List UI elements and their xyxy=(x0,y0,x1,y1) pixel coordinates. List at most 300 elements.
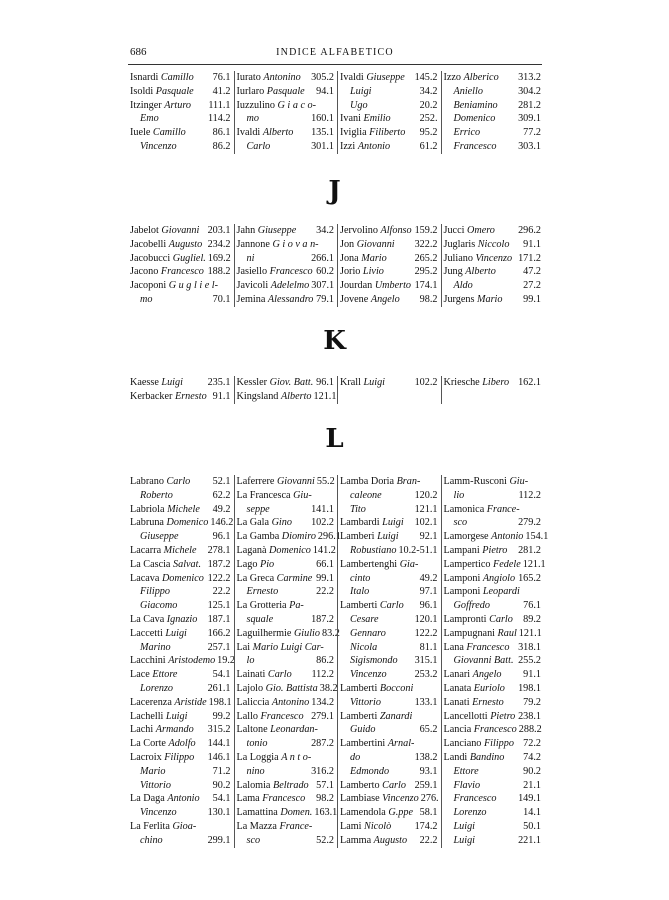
entry-surname: La Loggia xyxy=(236,751,279,763)
entry-surname: Jannone xyxy=(236,238,270,250)
index-entry xyxy=(340,806,438,820)
entry-page-ref: 49.2 xyxy=(419,572,438,584)
entry-given-name: Giovanni xyxy=(356,238,395,250)
entry-given-name: Filippo xyxy=(483,738,514,750)
entry-name xyxy=(340,224,412,238)
index-entry xyxy=(444,792,542,806)
entry-given-name: Nicola xyxy=(350,641,378,653)
index-entry xyxy=(130,558,231,572)
index-entry xyxy=(444,710,542,724)
entry-given-name: Bran- xyxy=(396,476,421,487)
entry-page-ref: 281.2 xyxy=(518,544,541,556)
index-entry xyxy=(130,585,231,599)
index-column xyxy=(234,224,338,307)
entry-page-ref: 166.2 xyxy=(207,627,231,639)
entry-name xyxy=(130,224,199,238)
entry-page-ref: 145.2 xyxy=(414,72,438,83)
entry-page-ref: 322.2 xyxy=(414,238,438,250)
entry-page-ref: 154.1 xyxy=(525,531,549,543)
entry-name xyxy=(130,293,152,307)
index-entry xyxy=(444,820,542,834)
entry-page-ref xyxy=(229,820,231,834)
entry-name xyxy=(130,475,190,489)
entry-given-name: Mario xyxy=(361,252,387,264)
entry-name xyxy=(237,85,305,99)
entry-surname: Laltone xyxy=(236,724,268,736)
entry-surname: Lana xyxy=(443,641,464,653)
entry-surname: La Corte xyxy=(130,738,166,750)
index-column xyxy=(441,376,545,404)
entry-surname: Jurgens xyxy=(443,293,475,305)
index-entry xyxy=(340,737,438,751)
entry-given-name: Mario xyxy=(140,765,166,777)
entry-page-ref: 238.1 xyxy=(518,710,541,722)
entry-name xyxy=(340,654,398,668)
entry-given-name: Ernesto xyxy=(246,586,279,598)
entry-page-ref: 86.2 xyxy=(212,140,231,152)
index-entry xyxy=(340,516,438,530)
entry-given-name: Giovanni xyxy=(276,476,315,487)
index-entry xyxy=(444,641,542,655)
entry-page-ref: 188.2 xyxy=(207,266,231,278)
entry-surname: Iuele xyxy=(130,127,151,139)
entry-surname: Lamberti xyxy=(340,710,378,722)
entry-page-ref: 187.2 xyxy=(311,613,334,625)
entry-given-name: Adolfo xyxy=(168,738,196,750)
entry-name xyxy=(340,834,407,848)
entry-name xyxy=(130,751,194,765)
index-entry xyxy=(340,85,438,99)
entry-name xyxy=(237,516,292,530)
entry-page-ref: 187.2 xyxy=(207,558,231,570)
entry-surname: Lanata xyxy=(443,682,472,694)
index-entry xyxy=(444,585,542,599)
entry-surname: Jemina xyxy=(236,293,266,305)
entry-given-name: Aristide xyxy=(174,696,207,708)
entry-surname: Lami xyxy=(340,820,362,832)
index-entry xyxy=(130,779,231,793)
index-entry xyxy=(340,279,438,293)
entry-page-ref xyxy=(539,585,541,599)
entry-surname: Iurlaro xyxy=(236,85,265,97)
entry-given-name: Fedele xyxy=(493,558,521,570)
entry-page-ref xyxy=(332,238,334,252)
entry-given-name: Giuseppe xyxy=(366,72,405,83)
entry-given-name: Domen. xyxy=(280,807,313,819)
entry-given-name: Bocconi xyxy=(379,682,414,694)
entry-name xyxy=(237,224,297,238)
entry-page-ref: 315.2 xyxy=(207,724,231,736)
index-entry xyxy=(237,238,335,252)
entry-given-name: Giov. Batt. xyxy=(269,377,314,388)
entry-surname: Lago xyxy=(236,558,258,570)
entry-name xyxy=(130,599,177,613)
entry-name xyxy=(340,792,419,806)
entry-given-name: Giuseppe xyxy=(140,531,179,543)
entry-surname: Jervolino xyxy=(340,225,378,236)
entry-name xyxy=(237,238,319,252)
entry-surname: Lamponi xyxy=(443,572,481,584)
index-entry xyxy=(237,613,335,627)
entry-surname: Lama xyxy=(236,793,260,805)
entry-name xyxy=(444,792,497,806)
entry-name xyxy=(130,503,200,517)
entry-name xyxy=(444,710,516,724)
entry-page-ref: 198.1 xyxy=(518,682,541,694)
entry-name xyxy=(130,85,194,99)
entry-name xyxy=(340,696,381,710)
entry-given-name: lo xyxy=(246,655,255,667)
entry-name xyxy=(444,99,498,113)
entry-page-ref xyxy=(229,279,231,293)
entry-surname: Lalomia xyxy=(236,779,271,791)
entry-name xyxy=(237,71,301,85)
entry-surname: Iurato xyxy=(236,72,261,83)
entry-surname: Kriesche xyxy=(443,377,480,388)
index-entry xyxy=(236,530,341,544)
index-entry xyxy=(130,710,231,724)
entry-page-ref: 74.2 xyxy=(523,751,541,763)
index-entry xyxy=(444,682,542,696)
entry-given-name: G.ppe xyxy=(388,807,413,819)
index-entry xyxy=(340,710,438,724)
entry-page-ref: 111.1 xyxy=(208,99,231,111)
entry-page-ref: 61.2 xyxy=(419,140,438,152)
entry-given-name: France- xyxy=(486,503,520,515)
entry-name xyxy=(444,252,513,266)
entry-given-name: Carmine xyxy=(276,572,313,584)
index-entry xyxy=(444,489,542,503)
entry-page-ref: 34.2 xyxy=(419,85,438,97)
entry-name xyxy=(444,126,481,140)
entry-given-name: Nicolò xyxy=(364,820,392,832)
entry-page-ref: 94.1 xyxy=(316,85,334,97)
entry-name xyxy=(237,834,261,848)
entry-given-name: Giuseppe xyxy=(257,225,297,236)
index-entry xyxy=(130,126,231,140)
index-entry xyxy=(130,544,231,558)
entry-name xyxy=(237,503,270,517)
entry-name xyxy=(130,792,200,806)
entry-name xyxy=(340,682,413,696)
index-entry xyxy=(237,710,335,724)
entry-page-ref: 315.1 xyxy=(414,655,438,667)
index-entry xyxy=(340,503,438,517)
index-entry xyxy=(237,765,335,779)
index-entry xyxy=(130,572,231,586)
entry-page-ref: 99.1 xyxy=(316,572,334,584)
entry-given-name: Luigi xyxy=(377,531,399,543)
entry-page-ref: 79.2 xyxy=(523,696,541,708)
index-entry xyxy=(340,238,438,252)
entry-given-name: Tito xyxy=(350,503,366,515)
entry-given-name: Alberto xyxy=(280,390,312,402)
entry-given-name: Arturo xyxy=(164,99,192,111)
index-entry xyxy=(340,627,438,641)
entry-page-ref: 146.2 xyxy=(210,517,234,529)
entry-page-ref: 65.2 xyxy=(419,724,438,736)
entry-surname: Jacoponi xyxy=(130,280,167,292)
index-entry xyxy=(444,503,542,517)
entry-surname: Lamattina xyxy=(236,807,278,819)
index-entry xyxy=(340,792,438,806)
entry-name xyxy=(340,765,389,779)
entry-given-name: Alessandro xyxy=(267,293,314,305)
entry-given-name: Francesco xyxy=(453,140,497,152)
entry-page-ref: 91.1 xyxy=(212,390,231,402)
entry-given-name: Luigi xyxy=(165,710,188,722)
entry-name xyxy=(340,558,418,572)
index-entry xyxy=(236,806,338,820)
entry-name xyxy=(130,834,163,848)
entry-given-name: Sigismondo xyxy=(350,655,398,667)
index-entry xyxy=(340,641,438,655)
index-entry xyxy=(130,820,231,834)
entry-name xyxy=(130,654,215,668)
entry-given-name: chino xyxy=(140,834,163,846)
index-entry xyxy=(237,779,335,793)
entry-name xyxy=(237,99,317,113)
entry-name xyxy=(444,696,504,710)
entry-page-ref: 47.2 xyxy=(523,266,541,278)
entry-name xyxy=(340,85,372,99)
entry-name xyxy=(340,489,382,503)
entry-name xyxy=(237,779,309,793)
entry-name xyxy=(340,627,386,641)
index-entry xyxy=(237,390,335,404)
entry-page-ref: 77.2 xyxy=(523,127,541,139)
page-number: 686 xyxy=(130,46,147,58)
entry-given-name: Francesco xyxy=(260,710,304,722)
entry-name xyxy=(444,654,514,668)
index-entry xyxy=(237,293,335,307)
entry-name xyxy=(340,544,396,558)
index-entry xyxy=(340,723,438,737)
index-entry xyxy=(444,85,542,99)
entry-surname: Lajolo xyxy=(236,682,264,694)
entry-name xyxy=(444,530,524,544)
entry-page-ref: 120.2 xyxy=(414,489,438,501)
entry-given-name: Antonino xyxy=(263,72,301,83)
entry-name xyxy=(130,238,202,252)
entry-surname: Lanciano xyxy=(443,738,482,750)
entry-given-name: Giovanni Batt. xyxy=(453,655,514,667)
entry-page-ref: 112.2 xyxy=(518,489,541,501)
entry-given-name: Angelo xyxy=(472,669,502,681)
entry-name xyxy=(237,530,316,544)
index-entry xyxy=(444,516,542,530)
entry-given-name: Mario Luigi Car- xyxy=(252,641,324,653)
entry-given-name: Carlo xyxy=(382,779,406,791)
index-entry xyxy=(237,112,335,126)
entry-page-ref: 307.1 xyxy=(311,280,335,292)
index-entry xyxy=(130,751,231,765)
entry-name xyxy=(444,71,499,85)
index-entry xyxy=(444,668,542,682)
entry-name xyxy=(237,751,312,765)
entry-name xyxy=(340,376,385,390)
entry-name xyxy=(340,806,413,820)
entry-surname: Lachelli xyxy=(130,710,164,722)
entry-page-ref: 22.2 xyxy=(316,586,334,598)
index-entry xyxy=(340,265,438,279)
entry-given-name: Ernesto xyxy=(472,696,504,708)
index-entry xyxy=(130,224,231,238)
entry-page-ref: 57.1 xyxy=(316,779,334,791)
entry-surname: La Cascia xyxy=(130,558,171,570)
index-entry xyxy=(340,252,438,266)
entry-given-name: Augusto xyxy=(168,238,203,250)
entry-given-name: Carlo xyxy=(267,669,292,681)
entry-name xyxy=(340,710,412,724)
entry-name xyxy=(237,279,310,293)
index-entry xyxy=(237,668,335,682)
entry-surname: Lancellotti xyxy=(443,710,488,722)
entry-given-name: Beltrado xyxy=(273,779,309,791)
entry-page-ref: 304.2 xyxy=(518,85,541,97)
entry-page-ref: 93.1 xyxy=(419,765,438,777)
index-entry xyxy=(340,224,438,238)
index-entry xyxy=(340,654,438,668)
entry-given-name: Domenico xyxy=(161,572,204,584)
entry-page-ref xyxy=(436,710,438,724)
entry-page-ref: 130.1 xyxy=(207,807,231,819)
entry-page-ref: 96.1 xyxy=(316,377,334,388)
index-entry xyxy=(237,489,335,503)
entry-given-name: Arnal- xyxy=(387,738,415,750)
entry-given-name: Alberto xyxy=(262,127,294,139)
index-column xyxy=(234,376,338,404)
entry-page-ref: 76.1 xyxy=(212,72,231,83)
entry-surname: Juglaris xyxy=(443,238,476,250)
entry-page-ref: 171.2 xyxy=(518,252,541,264)
index-entry xyxy=(237,572,335,586)
entry-name xyxy=(340,503,366,517)
entry-page-ref: 141.1 xyxy=(311,503,334,515)
entry-name xyxy=(444,806,487,820)
index-entry xyxy=(444,224,542,238)
entry-name xyxy=(130,820,196,834)
entry-given-name: Alfonso xyxy=(380,225,412,236)
entry-page-ref: 288.2 xyxy=(518,724,542,736)
entry-page-ref: 266.1 xyxy=(311,252,334,264)
entry-name xyxy=(444,112,496,126)
entry-given-name: Gioa- xyxy=(172,820,197,832)
entry-surname: Lamberto xyxy=(340,779,380,791)
index-entry xyxy=(130,654,235,668)
index-entry xyxy=(444,279,542,293)
index-entry xyxy=(237,224,335,238)
index-entry xyxy=(237,599,335,613)
entry-name xyxy=(130,279,218,293)
entry-page-ref: 198.1 xyxy=(208,696,232,708)
entry-surname: Lamma xyxy=(340,834,372,846)
entry-page-ref: 58.1 xyxy=(419,807,438,819)
entry-given-name: Leopardi xyxy=(482,586,520,598)
entry-given-name: Francesco xyxy=(473,724,517,736)
entry-name xyxy=(444,682,505,696)
index-entry xyxy=(340,544,438,558)
entry-name xyxy=(237,390,312,404)
entry-page-ref: 169.2 xyxy=(207,252,231,264)
index-entry xyxy=(130,530,231,544)
entry-page-ref: 278.1 xyxy=(207,544,231,556)
entry-given-name: Angelo xyxy=(370,293,400,305)
entry-page-ref: 316.2 xyxy=(311,765,334,777)
entry-name xyxy=(237,737,268,751)
entry-page-ref: 299.1 xyxy=(207,834,231,846)
entry-page-ref: 102.2 xyxy=(414,377,438,388)
entry-name xyxy=(130,126,186,140)
entry-surname: Lampugnani xyxy=(443,627,495,639)
index-column xyxy=(130,71,234,154)
entry-page-ref xyxy=(436,737,438,751)
entry-given-name: Giulio xyxy=(293,627,320,639)
entry-name xyxy=(340,585,369,599)
entry-given-name: Vittorio xyxy=(140,779,171,791)
entry-page-ref: 71.2 xyxy=(212,765,231,777)
entry-given-name: Aristodemo xyxy=(168,655,216,667)
index-entry xyxy=(340,140,438,154)
index-entry xyxy=(130,516,234,530)
entry-given-name: Cesare xyxy=(350,613,379,625)
index-entry xyxy=(444,599,542,613)
entry-page-ref: 252. xyxy=(419,113,438,125)
index-entry xyxy=(444,112,542,126)
entry-given-name: Vincenzo xyxy=(140,807,177,819)
entry-name xyxy=(340,641,377,655)
entry-page-ref: 27.2 xyxy=(523,280,541,292)
entry-given-name: Lorenzo xyxy=(140,682,174,694)
entry-page-ref: 34.2 xyxy=(316,225,334,236)
entry-surname: Lambardi xyxy=(340,517,380,529)
entry-name xyxy=(340,820,391,834)
entry-given-name: Luigi xyxy=(363,377,385,388)
entry-given-name: Domenico xyxy=(269,544,311,556)
section-letter-j: J xyxy=(328,176,341,206)
index-entry xyxy=(444,765,542,779)
entry-page-ref: 313.2 xyxy=(518,72,541,83)
entry-page-ref: 138.2 xyxy=(414,751,438,763)
index-entry xyxy=(340,293,438,307)
entry-page-ref xyxy=(332,820,334,834)
entry-surname: Jabelot xyxy=(130,225,159,236)
entry-surname: Jovene xyxy=(340,293,369,305)
entry-name xyxy=(130,572,204,586)
entry-surname: Izzi xyxy=(340,140,356,152)
index-entry xyxy=(237,503,335,517)
entry-surname: Kerbacker xyxy=(130,390,173,402)
entry-page-ref: 38.2 xyxy=(319,682,338,694)
index-column xyxy=(234,71,338,154)
entry-given-name: Pietro xyxy=(482,544,508,556)
entry-page-ref: 122.2 xyxy=(207,572,231,584)
entry-page-ref: 165.2 xyxy=(518,572,541,584)
entry-given-name: mo xyxy=(246,113,259,125)
entry-given-name: Luigi xyxy=(453,834,476,846)
entry-name xyxy=(130,806,177,820)
index-entry xyxy=(340,376,438,390)
index-entry xyxy=(237,252,335,266)
entry-name xyxy=(130,641,171,655)
entry-surname: Laganà xyxy=(236,544,267,556)
entry-given-name: Gino xyxy=(271,517,292,529)
entry-given-name: Adelelmo xyxy=(270,280,310,292)
entry-name xyxy=(237,668,292,682)
entry-given-name: Gugliel. xyxy=(172,252,206,264)
index-entry xyxy=(237,641,335,655)
entry-given-name: Lorenzo xyxy=(453,807,487,819)
